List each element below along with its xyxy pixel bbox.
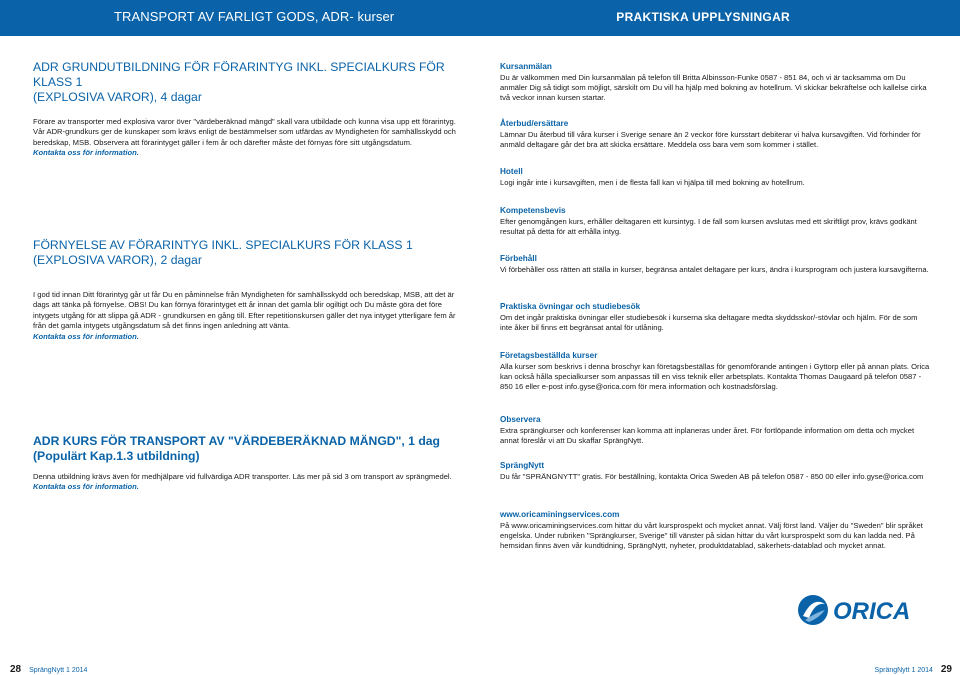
section-kompetensbevis [500, 206, 930, 237]
orica-logo-mark [795, 590, 925, 630]
paragraph: Efter genomgången kurs, erhåller deltagaren ett kursintyg. I de fall som kursen avslutas med ett skriftligt prov, krävs godkänt resultat på detta för att erhålla intyg. [500, 216, 917, 236]
section-praktiska-ovningar [500, 302, 930, 333]
section-heading: Hotell [500, 167, 523, 176]
section-website [500, 510, 930, 552]
section-heading: Praktiska övningar och studiebesök [500, 302, 641, 311]
logo-wordmark: ORICA [833, 598, 911, 625]
paragraph: Du får "SPRÄNGNYTT" gratis. För beställning, kontakta Orica Sweden AB på telefon 0587 - 850 00 eller info.gyse@orica.com [500, 471, 924, 481]
contact-line: Kontakta oss för information. [33, 482, 139, 492]
section-forbehall [500, 254, 930, 275]
header-section-title: PRAKTISKA UPPLYSNINGAR [616, 10, 790, 24]
contact-line: Kontakta oss för information. [33, 331, 139, 341]
section-kursanmalan [500, 62, 930, 104]
paragraph: På www.oricaminingservices.com hittar du vårt kursprospekt och mycket annat. Välj först land. Väljer du "Sweden" blir språket engelska. Under rubriken "Sprängkurser, Sverige" till vänster på sidan hittar du vårt kursprospekt som du kan ladda ned. På hemsidan finns även vår kundtidning, SprängNytt, nyheter, produktdatablad, säkerhets-datablad och mycket annat. [500, 520, 923, 551]
section-title-line2: (EXPLOSIVA VAROR), 2 dagar [33, 253, 202, 267]
section-heading: Kompetensbevis [500, 206, 566, 215]
section-heading: Förbehåll [500, 254, 537, 263]
footer-publication: SprängNytt 1 2014 [29, 667, 88, 674]
page-header [0, 0, 960, 36]
section-heading: Kursanmälan [500, 62, 552, 71]
page-number: 28 [10, 664, 22, 675]
paragraph: Extra sprängkurser och konferenser kan komma att inplaneras under året. För fortlöpande information om detta och mycket annat föreslår vi att Du skaffar SprängNytt. [500, 425, 915, 445]
paragraph: Du är välkommen med Din kursanmälan på telefon till Britta Albinsson-Funke 0587 - 851 84, och vi är tacksamma om Du anmäler Dig så tidigt som möjligt, särskilt om Du vill ha hjälp med bokning av hotellrum. Vi skickar bekräftelse och kallelse cirka två veckor innan kursen startar. [500, 72, 927, 103]
section-heading: Återbud/ersättare [500, 119, 569, 128]
section-fornyelse [33, 238, 463, 342]
page-number: 29 [940, 664, 952, 675]
section-sprangnytt [500, 461, 930, 482]
section-title: FÖRNYELSE AV FÖRARINTYG INKL. SPECIALKURS FÖR KLASS 1 [33, 238, 413, 252]
section-title: ADR GRUNDUTBILDNING FÖR FÖRARINTYG INKL. SPECIALKURS FÖR KLASS 1 [33, 60, 445, 89]
section-heading: Företagsbeställda kurser [500, 351, 598, 360]
section-aterbud [500, 119, 930, 150]
contact-line: Kontakta oss för information. [33, 148, 139, 158]
paragraph: Lämnar Du återbud till våra kurser i Sverige senare än 2 veckor före kursstart debiterar vi halva kursavgiften. Vid förhinder för anmäld deltagare går det bra att skicka ersättare. Meddela oss bara vem som kommer i stället. [500, 129, 921, 149]
footer-left [10, 664, 87, 675]
paragraph: Om det ingår praktiska övningar eller studiebesök i kurserna ska deltagare medta skyddsskor/-stövlar och hjälm. För de som inte åker bil finns ett begränsat antal för utlåning. [500, 312, 918, 332]
section-observera [500, 415, 930, 446]
paragraph: Vi förbehåller oss rätten att ställa in kurser, begränsa antalet deltagare per kurs, ändra i kursprogram och justera kursavgifterna. [500, 264, 929, 274]
paragraph: Logi ingår inte i kursavgiften, men i de flesta fall kan vi hjälpa till med bokning av hotellrum. [500, 177, 805, 187]
section-title: ADR KURS FÖR TRANSPORT AV "VÄRDEBERÄKNAD MÄNGD", 1 dag [33, 434, 440, 448]
paragraph: Alla kurser som beskrivs i denna broschyr kan företagsbeställas för genomförande antingen i Gyttorp eller på annan plats. Orica kan också hålla specialkurser som anpassas till en viss teknik eller arbetsplats. Kontakta Thomas Daugaard på telefon 0587 - 850 16 eller e-post info.gyse@orica.com för mera information och kostnadsförslag. [500, 361, 930, 392]
section-vardeberaknad-mangd [33, 434, 463, 493]
section-foretagsbestallda [500, 351, 930, 393]
footer-right [875, 664, 952, 675]
header-title: TRANSPORT AV FARLIGT GODS, ADR- kurser [114, 9, 395, 24]
footer-publication: SprängNytt 1 2014 [874, 667, 933, 674]
section-title-line2: (Populärt Kap.1.3 utbildning) [33, 449, 200, 463]
orica-logo [795, 590, 925, 630]
section-hotell [500, 167, 930, 188]
website-link[interactable]: www.oricaminingservices.com [500, 510, 620, 519]
section-adr-grundutbildning [33, 60, 463, 159]
paragraph: I god tid innan Ditt förarintyg går ut får Du en påminnelse från Myndigheten för samhällsskydd och beredskap, MSB, att det är dags att tänka på förnyelse. OBS! Du kan förnya förarintyget ett år innan det gamla blir ogiltigt och Du måste göra det före intygets utgång för att slippa gå ADR - grundkursen en gång till. Efter repetitionskursen gäller det nya intyget ytterligare fem år från det gamla intygets utgångsdatum så det finns ingen anledning att vänta. [33, 290, 456, 331]
section-heading: SprängNytt [500, 461, 545, 470]
section-heading: Observera [500, 415, 541, 424]
paragraph: Vår ADR-grundkurs ger de kunskaper som krävs enligt de bestämmelser som utfärdas av Myndigheten för samhällsskydd och beredskap, MSB. Observera att förarintyget gäller i fem år och därefter måste det förnyas före sitt utgångsdatum. [33, 127, 456, 147]
paragraph: Förare av transporter med explosiva varor över "värdeberäknad mängd" skall vara utbildade och kunna visa upp ett förarintyg. [33, 117, 456, 126]
section-title-line2: (EXPLOSIVA VAROR), 4 dagar [33, 90, 202, 104]
paragraph: Denna utbildning krävs även för medhjälpare vid fullvärdiga ADR transporter. Läs mer på sid 3 om transport av sprängmedel. [33, 472, 452, 481]
